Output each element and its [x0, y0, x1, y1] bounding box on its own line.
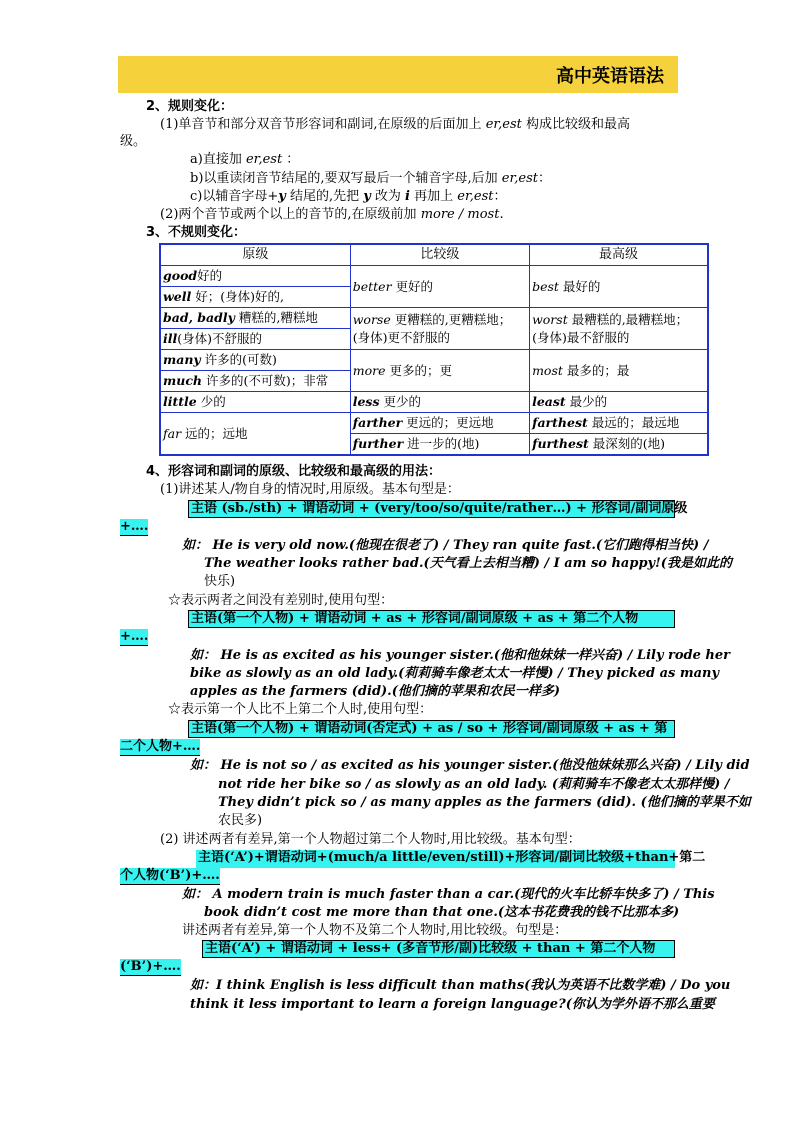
pattern-2-box: 主语(第一个人物) + 谓语动词 + as + 形容词/副词原级 + as + 第二个人物: [188, 610, 675, 628]
example-3-line-4: 农民多): [218, 813, 263, 828]
cell-worse: worse 更糟糕的,更糟糕地； (身体)更不舒服的: [350, 308, 529, 350]
example-2-line-1: 如： He is as excited as his younger sister.(他和他妹妹一样兴奋) / Lily rode her: [190, 648, 731, 663]
table-row: [160, 392, 708, 413]
cell-more: more 更多的；更: [350, 350, 529, 392]
example-2-line-3: apples as the farmers (did).(他们摘的苹果和农民一样多): [190, 684, 561, 699]
cell-well: well 好；(身体)好的,: [160, 287, 350, 308]
table-row: [160, 350, 708, 371]
example-3-line-3: They didn’t pick so / as many apples as the farmers (did). (他们摘的苹果不如: [218, 795, 751, 810]
table-row: [160, 266, 708, 287]
cell-many: many 许多的(可数): [160, 350, 350, 371]
header-positive: 原级: [160, 244, 350, 266]
table-header-row: [160, 244, 708, 266]
table-row: [160, 413, 708, 434]
usage-2-line: (2) 讲述两者有差异,第一个人物超过第二个人物时,用比较级。基本句型：: [160, 832, 581, 847]
cell-most: most 最多的；最: [530, 350, 708, 392]
header-bar: [118, 56, 678, 93]
pattern-5-cont: (‘B’)+….: [120, 959, 181, 974]
star-note-1: ☆表示两者之间没有差别时,使用句型：: [168, 593, 394, 608]
page-title: 高中英语语法: [556, 66, 664, 87]
rule-2-line: (2)两个音节或两个以上的音节的,在原级前加 more / most.: [160, 207, 504, 222]
example-4-line-2: book didn’t cost me more than that one.(这本书花费我的钱不比那本多): [204, 905, 680, 920]
cell-ill: ill(身体)不舒服的: [160, 329, 350, 350]
rule-a: a)直接加 er,est ：: [190, 152, 300, 167]
header-comparative: 比较级: [350, 244, 529, 266]
usage-1-line: (1)讲述某人/物自身的情况时,用原级。基本句型是：: [160, 482, 460, 497]
example-4-line-1: 如： A modern train is much faster than a car.(现代的火车比轿车快多了) / This: [182, 887, 715, 902]
example-3-line-2: not ride her bike so / as slowly as an old lady. (莉莉骑车不像老太太那样慢) /: [218, 777, 730, 792]
rule-b: b)以重读闭音节结尾的,要双写最后一个辅音字母,后加 er,est：: [190, 171, 552, 186]
cell-good: good好的: [160, 266, 350, 287]
pattern-5-box: 主语(‘A’) + 谓语动词 + less+ (多音节形/副)比较级 + than + 第二个人物: [202, 940, 675, 958]
rule-1-line: (1)单音节和部分双音节形容词和副词,在原级的后面加上 er,est 构成比较级和最高: [160, 117, 631, 132]
example-5-line-2: think it less important to learn a foreign language?(你认为学外语不那么重要: [190, 997, 715, 1012]
section-3-heading: 3、不规则变化：: [146, 225, 247, 240]
pattern-2-cont: +….: [120, 629, 149, 644]
rule-1-cont: 级。: [120, 134, 147, 149]
usage-3-line: 讲述两者有差异,第一个人物不及第二个人物时,用比较级。句型是：: [182, 923, 568, 938]
section-4-heading: 4、形容词和副词的原级、比较级和最高级的用法：: [146, 464, 442, 479]
cell-less: less 更少的: [350, 392, 529, 413]
header-superlative: 最高级: [530, 244, 708, 266]
irregular-forms-table: [159, 243, 709, 456]
example-2-line-2: bike as slowly as an old lady.(莉莉骑车像老太太一样慢) / They picked as many: [190, 666, 720, 681]
example-1-line-3: 快乐): [204, 574, 236, 589]
pattern-4-box: 主语(‘A’)+谓语动词+(much/a little/even/still)+形容词/副词比较级+than+第二: [196, 850, 675, 868]
pattern-4-cont: 个人物(‘B’)+….: [120, 868, 220, 883]
example-1-line-2: The weather looks rather bad.(天气看上去相当糟) / I am so happy!(我是如此的: [204, 556, 732, 571]
section-2-heading: 2、规则变化：: [146, 99, 234, 114]
pattern-1-box: 主语 (sb./sth) + 谓语动词 + (very/too/so/quite/rather…) + 形容词/副词原级: [188, 500, 675, 518]
pattern-3-box: 主语(第一个人物) + 谓语动词(否定式) + as / so + 形容词/副词原级 + as + 第: [188, 720, 675, 738]
example-1-line-1: 如： He is very old now.(他现在很老了) / They ran quite fast.(它们跑得相当快) /: [182, 538, 709, 553]
rule-c: c)以辅音字母+y 结尾的,先把 y 改为 i 再加上 er,est：: [190, 189, 507, 204]
cell-further: further 进一步的(地): [350, 434, 529, 456]
example-5-line-1: 如：I think English is less difficult than maths(我认为英语不比数学难) / Do you: [190, 978, 731, 993]
cell-best: best 最好的: [530, 266, 708, 308]
cell-farthest: farthest 最远的；最远地: [530, 413, 708, 434]
pattern-3-cont: 二个人物+….: [120, 739, 201, 754]
example-3-line-1: 如： He is not so / as excited as his younger sister.(他没他妹妹那么兴奋) / Lily did: [190, 758, 750, 773]
pattern-1-cont: +….: [120, 519, 149, 534]
cell-worst: worst 最糟糕的,最糟糕地； (身体)最不舒服的: [530, 308, 708, 350]
cell-farther: farther 更远的；更远地: [350, 413, 529, 434]
cell-little: little 少的: [160, 392, 350, 413]
cell-furthest: furthest 最深刻的(地): [530, 434, 708, 456]
table-row: [160, 308, 708, 329]
cell-much: much 许多的(不可数)；非常: [160, 371, 350, 392]
cell-better: better 更好的: [350, 266, 529, 308]
star-note-2: ☆表示第一个人比不上第二个人时,使用句型：: [168, 702, 433, 717]
cell-bad: bad, badly 糟糕的,糟糕地: [160, 308, 350, 329]
cell-least: least 最少的: [530, 392, 708, 413]
cell-far: far 远的；远地: [160, 413, 350, 456]
